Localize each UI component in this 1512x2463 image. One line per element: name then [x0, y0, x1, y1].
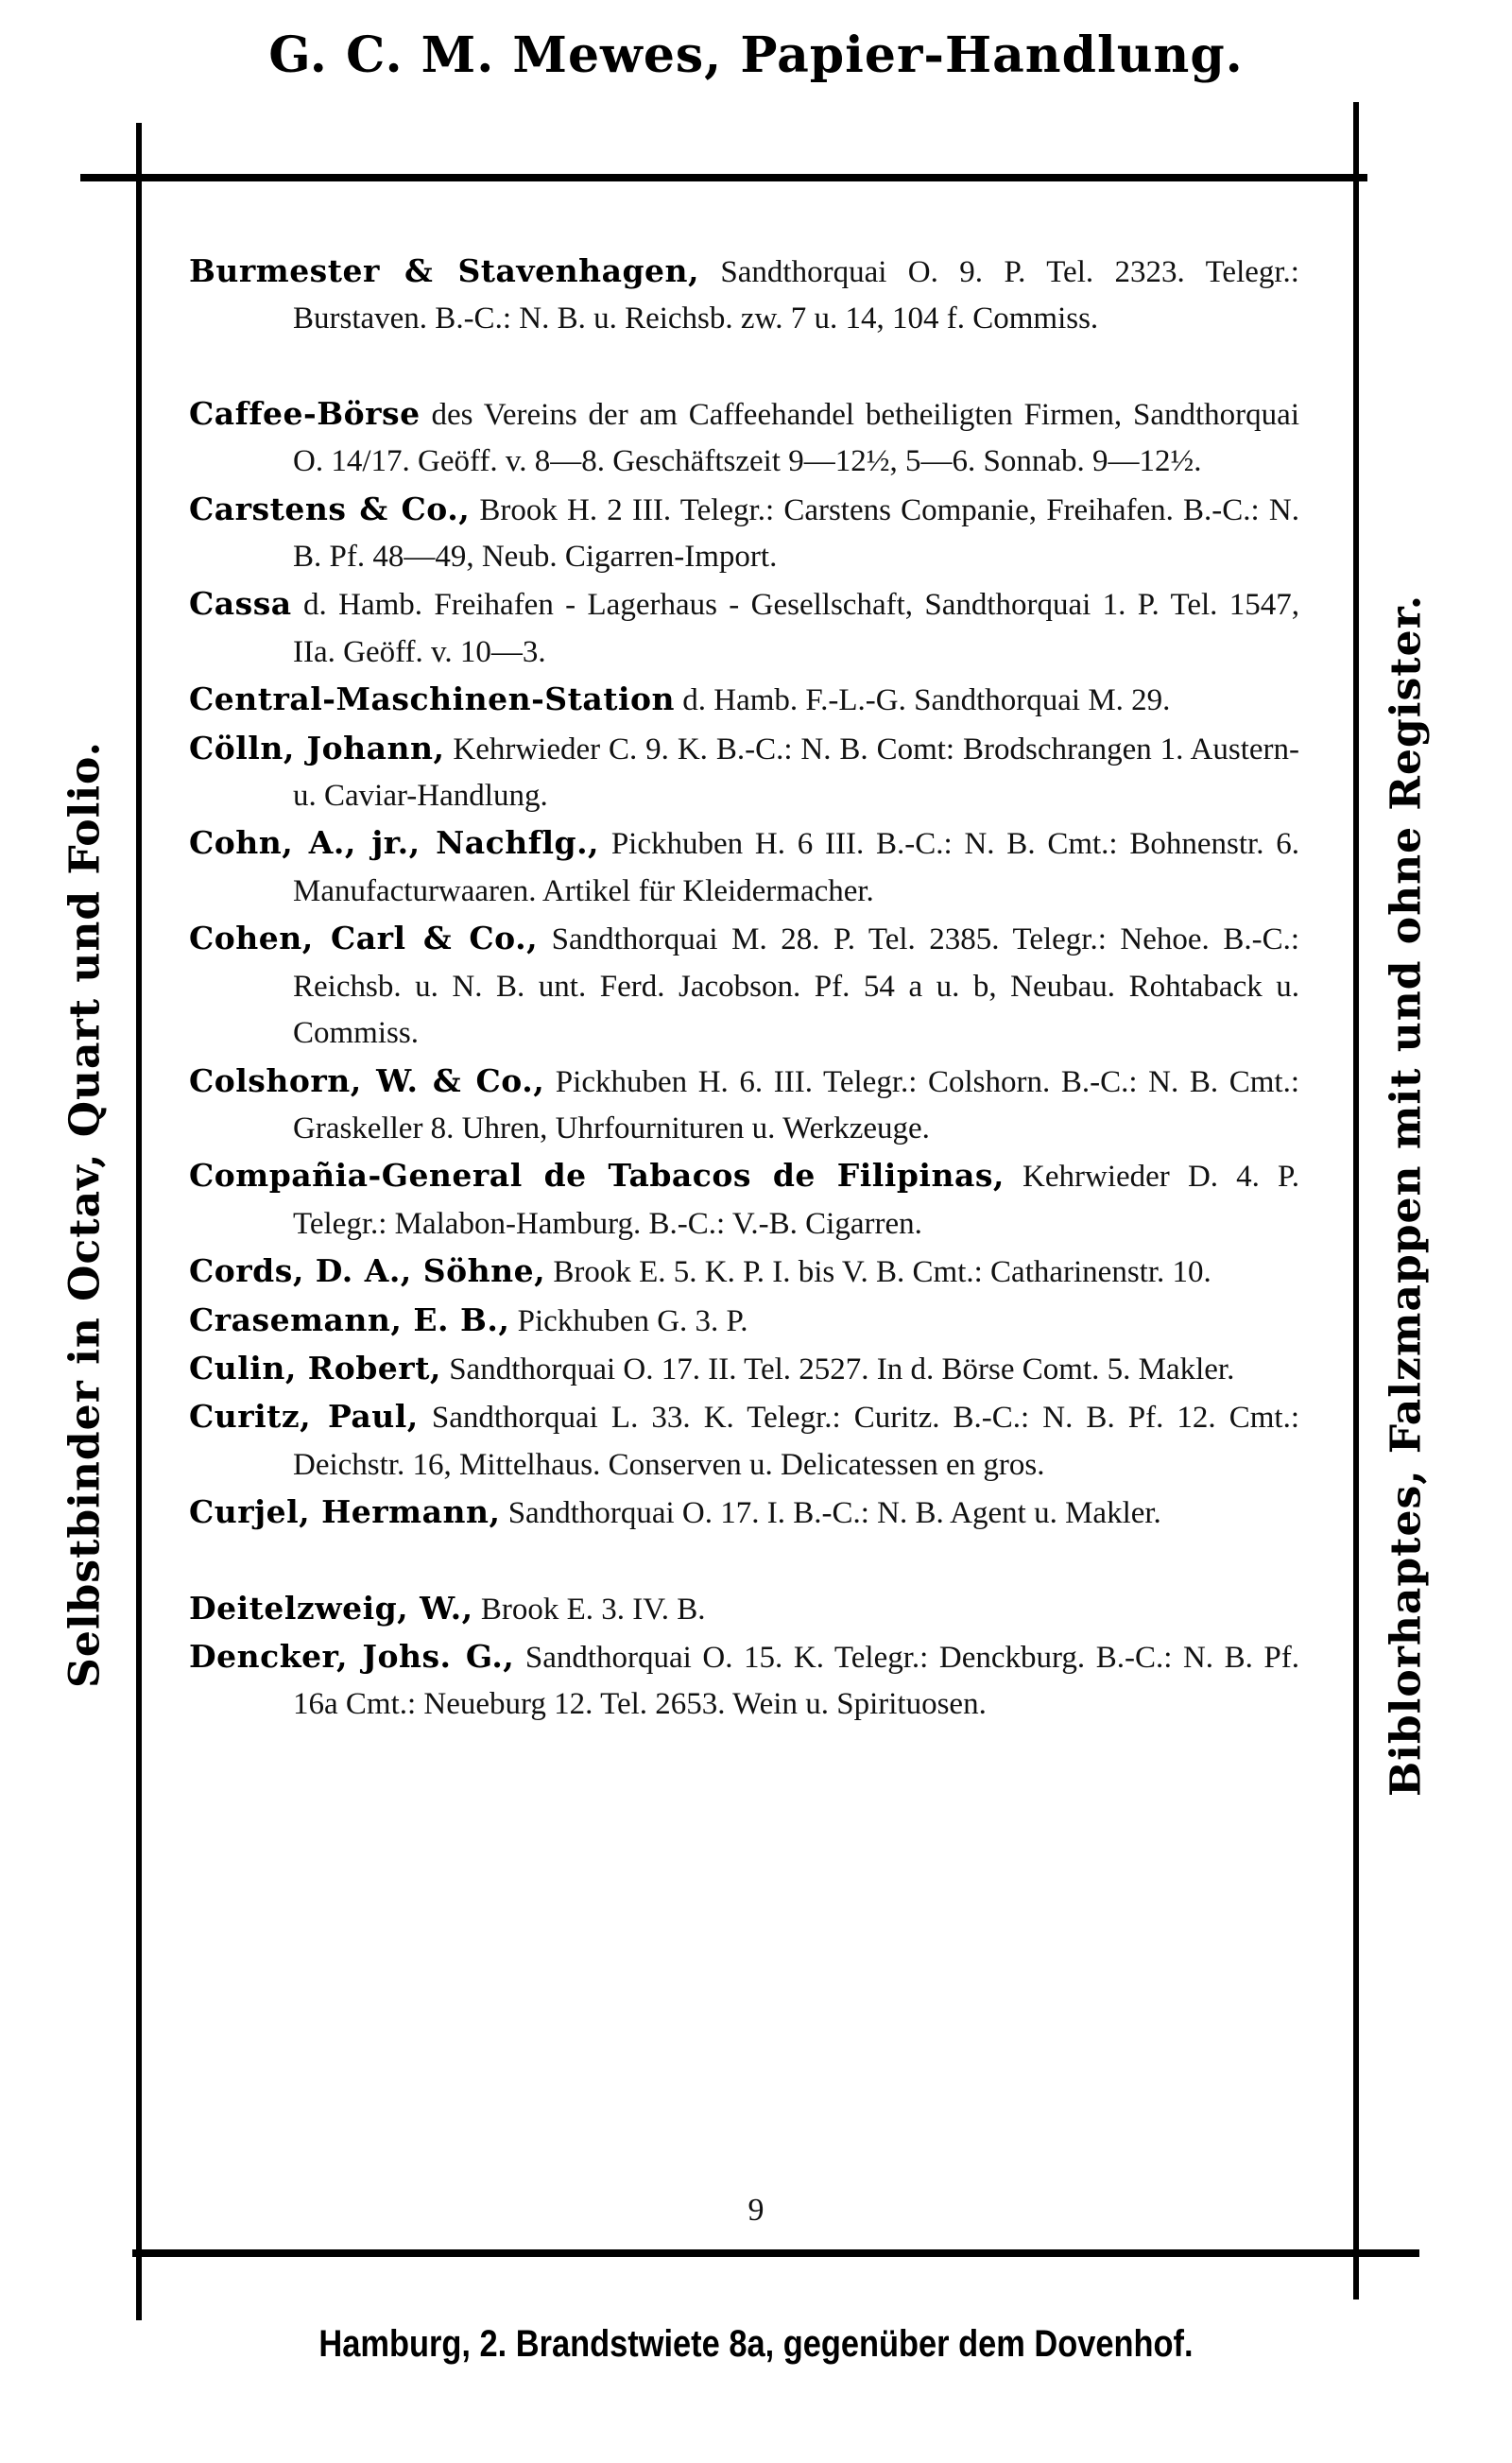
entry-name: Burmester & Stavenhagen, — [189, 252, 700, 289]
entry-details: Kehrwieder C. 9. K. B.-C.: N. B. Comt: Brodschrangen 1. Austern- u. Caviar-Handlung. — [293, 732, 1299, 814]
directory-entry — [189, 1585, 1299, 1633]
entry-details: Sandthorquai O. 17. I. B.-C.: N. B. Agent u. Makler. — [500, 1496, 1161, 1531]
footer-address: Hamburg, 2. Brandstwiete 8a, gegenüber dem Dovenhof. — [318, 2323, 1194, 2365]
directory-entry — [189, 1297, 1299, 1345]
directory-entries — [189, 248, 1299, 1729]
directory-entry — [189, 1489, 1299, 1537]
entry-details: Sandthorquai L. 33. K. Telegr.: Curitz. B.-C.: N. B. Pf. 12. Cmt.: Deichstr. 16, Mittelhaus. Conserven u. Delicatessen en gros. — [293, 1401, 1300, 1482]
entry-details: d. Hamb. Freihafen - Lagerhaus - Gesellschaft, Sandthorquai 1. P. Tel. 1547, IIa. Geöff. v. 10—3. — [291, 588, 1299, 669]
page-header-title: G. C. M. Mewes, Papier-Handlung. — [268, 26, 1244, 84]
entry-name: Colshorn, W. & Co., — [189, 1061, 545, 1099]
entry-details: Sandthorquai O. 17. II. Tel. 2527. In d. Börse Comt. 5. Makler. — [440, 1352, 1235, 1387]
entry-name: Curitz, Paul, — [189, 1398, 419, 1436]
directory-entry — [189, 1058, 1299, 1153]
entry-details: des Vereins der am Caffeehandel betheiligten Firmen, Sandthorquai O. 14/17. Geöff. v. 8—8. Geschäftszeit 9—12½, 5—6. Sonnab. 9—12½. — [293, 397, 1299, 479]
entry-name: Cords, D. A., Söhne, — [189, 1252, 546, 1290]
directory-entry — [189, 1248, 1299, 1296]
entry-name: Caffee-Börse — [189, 394, 421, 432]
entry-name: Curjel, Hermann, — [189, 1493, 501, 1531]
entry-name: Carstens & Co., — [189, 490, 471, 527]
side-advert-left: Selbstbinder in Octav, Quart und Folio. — [60, 741, 110, 1688]
entry-details: Kehrwieder D. 4. P. Telegr.: Malabon-Hamburg. B.-C.: V.-B. Cigarren. — [293, 1160, 1299, 1241]
entry-name: Deitelzweig, W., — [189, 1589, 473, 1627]
entry-name: Crasemann, E. B., — [189, 1300, 510, 1338]
frame-left-rule — [136, 123, 142, 2320]
directory-entry — [189, 1345, 1299, 1393]
directory-entry — [189, 1633, 1299, 1729]
entry-details: Pickhuben H. 6 III. B.-C.: N. B. Cmt.: Bohnenstr. 6. Manufacturwaaren. Artikel für Kleidermacher. — [293, 827, 1299, 908]
page-number: 9 — [747, 2193, 765, 2228]
entry-name: Cohen, Carl & Co., — [189, 920, 539, 957]
frame-top-rule — [80, 174, 1367, 181]
entry-details: Pickhuben H. 6. III. Telegr.: Colshorn. B.-C.: N. B. Cmt.: Graskeller 8. Uhren, Uhrfournituren u. Werkzeuge. — [293, 1064, 1299, 1145]
entry-name: Cassa — [189, 585, 292, 623]
entry-name: Culin, Robert, — [189, 1349, 441, 1387]
entry-details: Brook E. 3. IV. B. — [472, 1592, 706, 1627]
directory-entry — [189, 486, 1299, 581]
directory-entry — [189, 1393, 1299, 1489]
directory-entry — [189, 1152, 1299, 1248]
entry-details: d. Hamb. F.-L.-G. Sandthorquai M. 29. — [675, 683, 1171, 718]
entry-name: Cölln, Johann, — [189, 729, 445, 766]
entry-details: Pickhuben G. 3. P. — [509, 1303, 748, 1338]
entry-details: Sandthorquai M. 28. P. Tel. 2385. Telegr.: Nehoe. B.-C.: Reichsb. u. N. B. unt. Ferd. Jacobson. Pf. 54 a u. b, Neubau. Rohtaback u. Commiss. — [293, 922, 1299, 1051]
directory-entry — [189, 676, 1299, 724]
entry-details: Brook H. 2 III. Telegr.: Carstens Companie, Freihafen. B.-C.: N. B. Pf. 48—49, Neub. Cigarren-Import. — [293, 492, 1299, 575]
entry-details: Sandthorquai O. 9. P. Tel. 2323. Telegr.: Burstaven. B.-C.: N. B. u. Reichsb. zw. 7 u. 14, 104 f. Commiss. — [293, 255, 1299, 336]
entry-details: Sandthorquai O. 15. K. Telegr.: Denckburg. B.-C.: N. B. Pf. 16a Cmt.: Neueburg 12. Tel. 2653. Wein u. Spirituosen. — [293, 1640, 1299, 1722]
entry-name: Compañia-General de Tabacos de Filipinas, — [189, 1157, 1005, 1195]
frame-bottom-rule — [132, 2249, 1419, 2257]
frame-right-rule — [1353, 102, 1359, 2299]
directory-entry — [189, 819, 1299, 915]
entry-name: Dencker, Johs. G., — [189, 1637, 515, 1675]
directory-entry — [189, 580, 1299, 676]
directory-entry — [189, 915, 1299, 1057]
side-advert-right: Biblorhaptes, Falzmappen mit und ohne Register. — [1382, 594, 1431, 1798]
directory-entry — [189, 390, 1299, 486]
directory-entry — [189, 725, 1299, 820]
entry-name: Cohn, A., jr., Nachflg., — [189, 824, 600, 862]
directory-entry — [189, 248, 1299, 343]
entry-name: Central-Maschinen-Station — [189, 680, 676, 718]
entry-details: Brook E. 5. K. P. I. bis V. B. Cmt.: Catharinenstr. 10. — [545, 1255, 1211, 1290]
